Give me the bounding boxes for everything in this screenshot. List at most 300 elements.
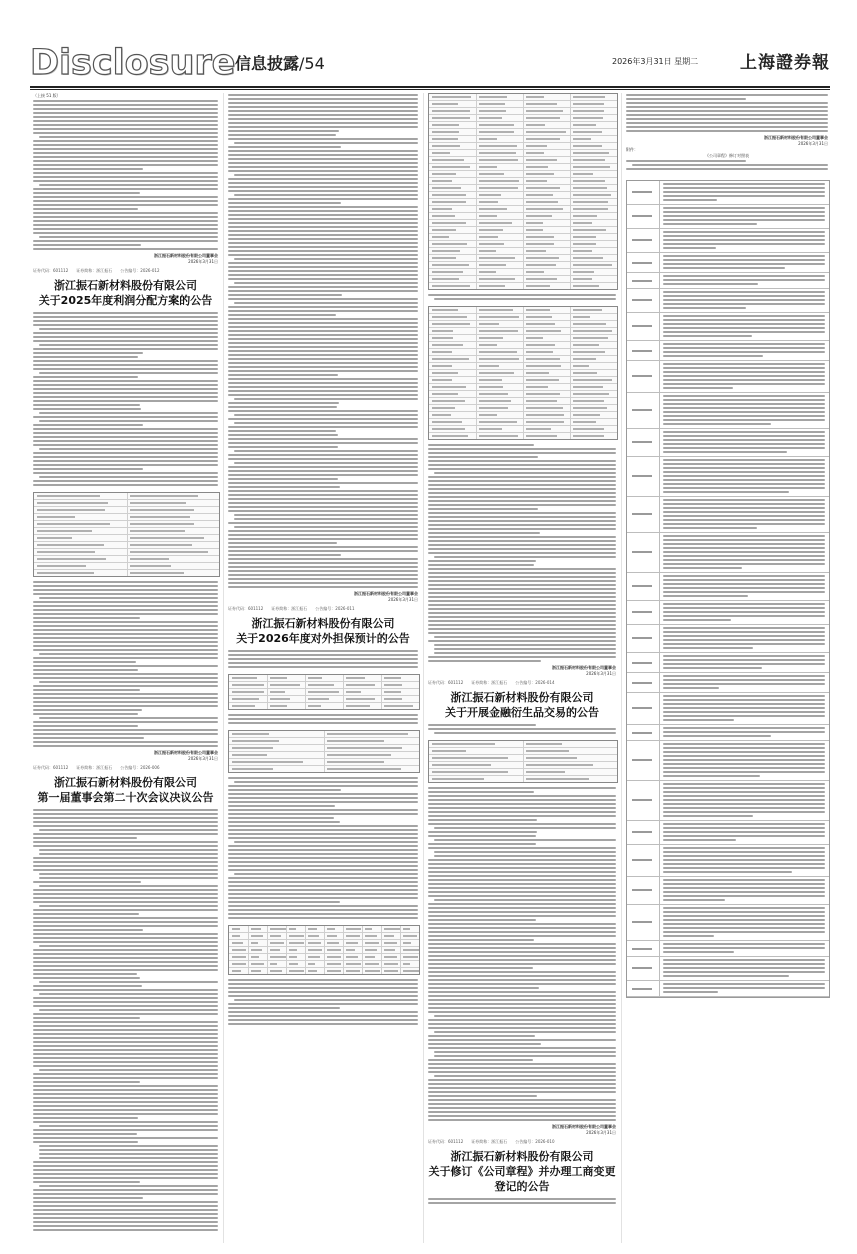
text-line xyxy=(33,104,218,106)
table-cell xyxy=(573,309,602,311)
text-line xyxy=(434,827,616,829)
text-line xyxy=(33,1001,218,1003)
table-row xyxy=(429,164,617,171)
text-line xyxy=(228,346,418,348)
text-line xyxy=(33,228,218,230)
article-label xyxy=(627,821,660,844)
article-label xyxy=(627,429,660,456)
text-line xyxy=(663,439,825,441)
table-gridline xyxy=(570,171,571,177)
text-line xyxy=(663,607,825,609)
table-cell xyxy=(432,365,452,367)
text-line xyxy=(228,154,418,156)
text-line xyxy=(228,358,418,360)
text-line xyxy=(428,867,616,869)
text-line xyxy=(39,849,218,851)
table-cell xyxy=(526,344,555,346)
table-gridline xyxy=(267,682,268,688)
table-cell xyxy=(526,750,569,752)
table-gridline xyxy=(362,933,363,939)
text-line xyxy=(228,138,418,140)
text-line xyxy=(39,344,218,346)
text-line xyxy=(33,1097,218,1099)
table-cell xyxy=(37,530,92,532)
text-line xyxy=(663,191,825,193)
table-cell xyxy=(432,278,459,280)
text-line xyxy=(428,632,616,634)
notice-subject: 关于开展金融衍生品交易的公告 xyxy=(445,706,599,719)
text-line xyxy=(663,443,825,445)
table-gridline xyxy=(324,731,325,737)
table-cell xyxy=(232,768,273,770)
table-cell xyxy=(308,963,315,965)
table-cell xyxy=(526,187,560,189)
text-line xyxy=(228,658,418,660)
table-cell xyxy=(384,949,395,951)
table-cell xyxy=(573,365,589,367)
text-line xyxy=(428,795,616,797)
text-line xyxy=(663,683,825,685)
table-row xyxy=(429,391,617,398)
text-line xyxy=(228,901,340,903)
table-gridline xyxy=(523,762,524,768)
table-cell xyxy=(573,264,612,266)
text-line xyxy=(39,829,218,831)
table-row xyxy=(34,570,219,576)
text-line xyxy=(228,354,418,356)
text-line xyxy=(663,799,825,801)
text-line xyxy=(228,170,418,172)
table-gridline xyxy=(476,384,477,390)
notice-code: 证券代码：601112 证券简称：浙江振石 公告编号：2026-006 xyxy=(33,765,160,770)
table-gridline xyxy=(570,262,571,268)
table-cell xyxy=(573,215,597,217)
table-row xyxy=(429,307,617,314)
text-line xyxy=(663,471,825,473)
comparison-row xyxy=(627,845,829,877)
text-line xyxy=(428,512,616,514)
table-gridline xyxy=(267,689,268,695)
table-gridline xyxy=(570,108,571,114)
text-line xyxy=(428,1039,616,1041)
text-line xyxy=(228,186,418,188)
table-cell xyxy=(403,970,419,972)
table-cell xyxy=(384,928,400,930)
table-cell xyxy=(403,935,417,937)
table-gridline xyxy=(381,968,382,974)
table-row xyxy=(429,227,617,234)
text-line xyxy=(663,587,825,589)
notice-date: 2026年3月31日 xyxy=(188,259,218,264)
table-gridline xyxy=(476,220,477,226)
column-2 xyxy=(228,93,418,1028)
table-row xyxy=(429,199,617,206)
table-gridline xyxy=(570,321,571,327)
text-line xyxy=(33,741,218,743)
body-text xyxy=(33,808,218,1234)
text-line xyxy=(228,813,418,815)
table-gridline xyxy=(248,933,249,939)
text-line xyxy=(434,1031,616,1033)
table-gridline xyxy=(476,143,477,149)
table-cell xyxy=(479,124,514,126)
table-cell xyxy=(346,963,361,965)
table-cell xyxy=(37,523,110,525)
table-gridline xyxy=(523,108,524,114)
table-cell xyxy=(479,344,497,346)
comparison-row xyxy=(627,741,829,781)
text-line xyxy=(228,306,418,308)
text-line xyxy=(663,827,825,829)
notice-subject: 关于修订《公司章程》并办理工商变更登记的公告 xyxy=(428,1165,616,1193)
text-line xyxy=(428,871,616,873)
text-line xyxy=(33,745,218,747)
text-line xyxy=(228,582,418,584)
table-gridline xyxy=(523,405,524,411)
text-line xyxy=(33,468,143,470)
text-line xyxy=(33,933,218,935)
table-row xyxy=(429,342,617,349)
text-line xyxy=(228,1011,418,1013)
table-gridline xyxy=(267,961,268,967)
text-line xyxy=(228,386,418,388)
text-line xyxy=(663,451,787,453)
text-line xyxy=(663,911,825,913)
text-line xyxy=(428,580,616,582)
text-line xyxy=(228,326,418,328)
table-gridline xyxy=(570,384,571,390)
table-cell xyxy=(573,428,604,430)
text-line xyxy=(663,719,734,721)
text-line xyxy=(428,963,616,965)
table-gridline xyxy=(305,968,306,974)
text-line xyxy=(428,540,616,542)
notice-code: 证券代码：601112 证券简称：浙江振石 公告编号：2026-010 xyxy=(428,1139,555,1144)
table-cell xyxy=(289,928,296,930)
text-line xyxy=(663,991,718,993)
text-line xyxy=(228,865,418,867)
text-line xyxy=(33,881,141,883)
text-line xyxy=(228,853,418,855)
table-row xyxy=(229,703,419,709)
table-cell xyxy=(526,138,560,140)
table-cell xyxy=(270,956,286,958)
table-cell xyxy=(130,523,194,525)
text-line xyxy=(33,1101,218,1103)
text-line xyxy=(228,218,418,220)
table-row xyxy=(429,370,617,377)
notice-code: 证券代码：601112 证券简称：浙江振石 公告编号：2026-011 xyxy=(228,606,355,611)
text-line xyxy=(663,407,825,409)
table-row xyxy=(429,234,617,241)
text-line xyxy=(663,603,825,605)
table-row xyxy=(429,122,617,129)
text-line xyxy=(663,803,825,805)
text-line xyxy=(663,347,825,349)
table-cell xyxy=(573,103,604,105)
table-cell xyxy=(432,316,467,318)
table-cell xyxy=(432,778,484,780)
table-gridline xyxy=(305,675,306,681)
table-cell xyxy=(232,733,269,735)
text-line xyxy=(228,198,418,200)
text-line xyxy=(663,679,825,681)
table-gridline xyxy=(523,370,524,376)
table-cell xyxy=(432,131,459,133)
table-gridline xyxy=(570,192,571,198)
text-line xyxy=(428,927,616,929)
table-cell xyxy=(346,705,370,707)
table-cell xyxy=(346,942,358,944)
table-gridline xyxy=(570,227,571,233)
table-cell xyxy=(573,278,592,280)
table-gridline xyxy=(570,143,571,149)
text-line xyxy=(33,645,218,647)
table-gridline xyxy=(476,412,477,418)
table-row xyxy=(429,398,617,405)
table-cell xyxy=(526,358,560,360)
text-line xyxy=(663,239,825,241)
table-gridline xyxy=(523,143,524,149)
text-line xyxy=(33,1005,218,1007)
text-line xyxy=(626,160,746,162)
table-gridline xyxy=(570,370,571,376)
text-line xyxy=(228,134,336,136)
table-gridline xyxy=(127,528,128,534)
table-cell xyxy=(432,229,456,231)
text-line xyxy=(228,362,418,364)
text-line xyxy=(663,523,825,525)
text-line xyxy=(428,863,616,865)
text-line xyxy=(33,733,218,735)
text-line xyxy=(626,98,746,100)
table-gridline xyxy=(476,227,477,233)
text-line xyxy=(33,601,218,603)
table-cell xyxy=(37,502,108,504)
text-line xyxy=(228,785,418,787)
text-line xyxy=(663,479,825,481)
table-cell xyxy=(346,928,361,930)
table-row xyxy=(429,269,617,276)
table-gridline xyxy=(570,220,571,226)
text-line xyxy=(33,356,138,358)
table-cell xyxy=(526,400,557,402)
text-line xyxy=(428,468,616,470)
text-line xyxy=(33,132,218,134)
text-line xyxy=(663,859,825,861)
table-gridline xyxy=(570,206,571,212)
table-cell xyxy=(479,330,518,332)
column-divider xyxy=(423,93,424,1243)
table-gridline xyxy=(523,234,524,240)
table-cell xyxy=(232,942,243,944)
table-gridline xyxy=(343,696,344,702)
table-gridline xyxy=(400,954,401,960)
table-row xyxy=(34,556,219,563)
text-line xyxy=(663,399,825,401)
notice-title xyxy=(428,690,616,720)
table-gridline xyxy=(400,968,401,974)
text-line xyxy=(33,997,218,999)
article-label xyxy=(627,981,660,996)
table-row xyxy=(429,213,617,220)
table-cell xyxy=(308,928,317,930)
table-cell xyxy=(573,138,591,140)
text-line xyxy=(33,120,218,122)
text-line xyxy=(33,376,138,378)
table-cell xyxy=(526,323,555,325)
text-line xyxy=(228,430,336,432)
table-gridline xyxy=(248,947,249,953)
body-text xyxy=(228,978,418,1028)
table-gridline xyxy=(248,940,249,946)
text-line xyxy=(663,871,792,873)
text-line xyxy=(228,242,418,244)
table-cell xyxy=(479,145,517,147)
text-line xyxy=(428,588,616,590)
table-row xyxy=(429,769,617,776)
text-line xyxy=(228,881,418,883)
notice-date: 2026年3月31日 xyxy=(188,756,218,761)
table-gridline xyxy=(523,391,524,397)
text-line xyxy=(228,490,418,492)
table-cell xyxy=(251,949,262,951)
table-gridline xyxy=(523,171,524,177)
table-gridline xyxy=(570,129,571,135)
text-line xyxy=(228,909,418,911)
text-line xyxy=(428,640,616,642)
table-cell xyxy=(251,963,264,965)
text-line xyxy=(228,566,418,568)
table-cell xyxy=(526,131,566,133)
table-cell xyxy=(573,110,604,112)
table-cell xyxy=(432,194,466,196)
text-line xyxy=(33,1077,218,1079)
table-cell xyxy=(526,330,561,332)
text-line xyxy=(428,444,534,446)
text-line xyxy=(33,661,136,663)
column-3 xyxy=(428,93,616,1207)
table-row xyxy=(229,933,419,940)
text-line xyxy=(428,1099,616,1101)
table-cell xyxy=(526,117,560,119)
text-line xyxy=(39,1149,218,1151)
table-cell xyxy=(479,159,518,161)
text-line xyxy=(663,463,825,465)
notice-date: 2026年3月31日 xyxy=(586,671,616,676)
text-line xyxy=(228,498,418,500)
text-line xyxy=(33,1221,218,1223)
text-line xyxy=(33,865,218,867)
table-cell xyxy=(346,956,358,958)
text-line xyxy=(228,434,338,436)
text-line xyxy=(663,295,825,297)
text-line xyxy=(33,404,140,406)
table-cell xyxy=(526,407,563,409)
text-line xyxy=(434,636,616,638)
text-line xyxy=(39,885,218,887)
text-line xyxy=(428,991,616,993)
text-line xyxy=(33,1021,218,1023)
text-line xyxy=(228,546,418,548)
table-gridline xyxy=(523,213,524,219)
table-cell xyxy=(573,173,593,175)
text-line xyxy=(663,551,825,553)
text-line xyxy=(663,315,825,317)
table-cell xyxy=(526,379,559,381)
table-cell xyxy=(479,372,514,374)
text-line xyxy=(228,486,340,488)
table-cell xyxy=(479,110,506,112)
text-line xyxy=(33,144,218,146)
text-line xyxy=(428,803,616,805)
table-cell xyxy=(573,372,597,374)
text-line xyxy=(228,190,418,192)
table-row xyxy=(429,157,617,164)
text-line xyxy=(428,923,616,925)
table-gridline xyxy=(305,682,306,688)
table-cell xyxy=(308,705,321,707)
text-line xyxy=(228,126,418,128)
text-line xyxy=(228,106,418,108)
text-line xyxy=(663,959,825,961)
text-line xyxy=(663,815,753,817)
text-line xyxy=(228,857,418,859)
table-gridline xyxy=(476,419,477,425)
text-line xyxy=(663,851,825,853)
table-cell xyxy=(308,970,317,972)
table-gridline xyxy=(400,926,401,932)
text-line xyxy=(428,843,536,845)
table-cell xyxy=(573,400,604,402)
text-line xyxy=(626,102,828,104)
text-line xyxy=(33,701,218,703)
table-cell xyxy=(384,935,394,937)
table-gridline xyxy=(127,500,128,506)
text-line xyxy=(663,891,825,893)
table-gridline xyxy=(267,968,268,974)
text-line xyxy=(228,122,418,124)
table-row xyxy=(429,328,617,335)
table-cell xyxy=(327,949,341,951)
text-line xyxy=(663,951,734,953)
text-line xyxy=(39,236,218,238)
text-line xyxy=(228,410,418,412)
column-divider xyxy=(223,93,224,1243)
text-line xyxy=(663,687,719,689)
table-gridline xyxy=(381,703,382,709)
text-line xyxy=(33,176,218,178)
table-cell xyxy=(251,928,261,930)
table-cell xyxy=(526,257,559,259)
table-gridline xyxy=(343,682,344,688)
table-row xyxy=(429,185,617,192)
text-line xyxy=(428,931,616,933)
text-line xyxy=(663,931,825,933)
table-cell xyxy=(232,740,279,742)
text-line xyxy=(33,977,140,979)
text-line xyxy=(33,240,218,242)
table-gridline xyxy=(570,307,571,313)
table-gridline xyxy=(523,349,524,355)
text-line xyxy=(33,1085,218,1087)
text-line xyxy=(663,259,825,261)
text-line xyxy=(228,849,418,851)
text-line xyxy=(428,500,616,502)
body-text xyxy=(428,293,616,303)
table-row xyxy=(429,206,617,213)
text-line xyxy=(228,1019,418,1021)
